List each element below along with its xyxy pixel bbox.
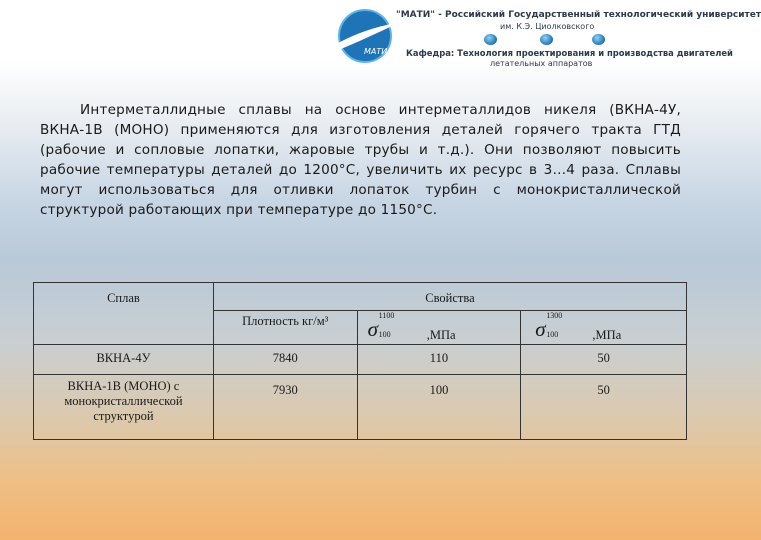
header-sigma-1100: σ 1100 100 ,МПа <box>357 311 521 345</box>
cell-density: 7840 <box>213 345 357 375</box>
sigma-symbol-1100: σ 1100 100 <box>367 311 395 341</box>
cell-sigma-1100: 110 <box>357 345 521 375</box>
alloy-properties-table <box>33 282 687 440</box>
svg-text:МАТИ: МАТИ <box>364 47 388 56</box>
decor-dot-icon <box>540 34 553 45</box>
cell-alloy: ВКНА-1В (МОНО) с монокристаллической структурой <box>34 375 214 440</box>
cell-sigma-1100: 100 <box>357 375 521 440</box>
sigma-symbol-1300: σ 1300 100 <box>535 311 563 341</box>
slide-header <box>0 0 761 72</box>
cell-alloy: ВКНА-4У <box>34 345 214 375</box>
header-sigma-1300: σ 1300 100 ,МПа <box>521 311 687 345</box>
mati-logo <box>328 8 402 64</box>
university-name: "МАТИ" - Российский Государственный технологический университет <box>396 10 761 20</box>
table-row <box>34 375 687 440</box>
body-paragraph: Интерметаллидные сплавы на основе интерметаллидов никеля (ВКНА-4У, ВКНА-1В (МОНО) применяются для изготовления деталей горячего тракта ГТД (рабочие и сопловые лопатки, жаровые трубы и т.д.). Они позволяют повысить рабочие температуры деталей до 1200°С, увеличить их ресурс в 3…4 раза. Сплавы могут использоваться для отливки лопаток турбин с монокристаллической структурой работающих при температуре до 1150°С. <box>40 102 681 218</box>
department-subtitle: летательных аппаратов <box>490 59 593 68</box>
header-density: Плотность кг/м³ <box>213 311 357 345</box>
decor-dot-icon <box>484 34 497 45</box>
header-properties: Свойства <box>213 283 686 311</box>
table-header-row <box>34 283 687 311</box>
university-subtitle: им. К.Э. Циолковского <box>500 22 595 31</box>
table-row <box>34 345 687 375</box>
cell-sigma-1300: 50 <box>521 375 687 440</box>
department-name: Кафедра: Технология проектирования и производства двигателей <box>406 48 733 58</box>
header-alloy: Сплав <box>34 283 214 345</box>
cell-sigma-1300: 50 <box>521 345 687 375</box>
decor-dot-icon <box>592 34 605 45</box>
cell-density: 7930 <box>213 375 357 440</box>
